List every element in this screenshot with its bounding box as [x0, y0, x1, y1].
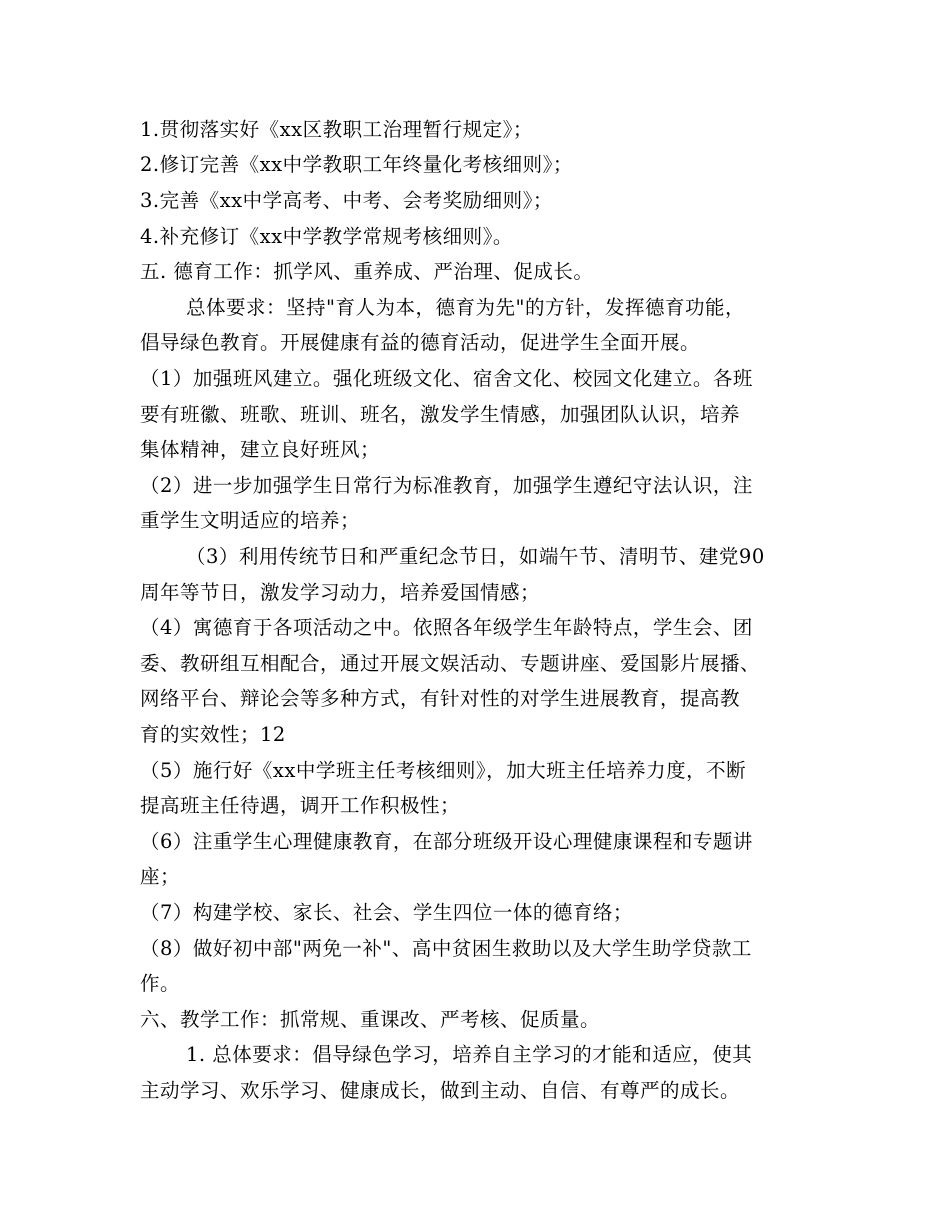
text-line: （8）做好初中部"两免一补"、高中贫困生救助以及大学生助学贷款工 — [140, 937, 752, 960]
text-line: （1）加强班风建立。强化班级文化、宿舍文化、校园文化建立。各班 — [140, 367, 753, 390]
section-heading: 五. 德育工作：抓学风、重养成、严治理、促成长。 — [140, 260, 594, 283]
text-line: 委、教研组互相配合，通过开展文娱活动、专题讲座、爱国影片展播、 — [140, 652, 761, 675]
text-line: （6）注重学生心理健康教育，在部分班级开设心理健康课程和专题讲 — [140, 830, 753, 853]
text-line: 主动学习、欢乐学习、健康成长，做到主动、自信、有尊严的成长。 — [140, 1079, 741, 1102]
text-line: 倡导绿色教育。开展健康有益的德育活动，促进学生全面开展。 — [140, 331, 701, 354]
text-line: 2.修订完善《xx中学教职工年终量化考核细则》； — [140, 153, 573, 176]
section-heading: 六、教学工作：抓常规、重课改、严考核、促质量。 — [140, 1008, 601, 1031]
text-line: 1.贯彻落实好《xx区教职工治理暂行规定》； — [140, 118, 533, 141]
text-line: 集体精神，建立良好班风； — [140, 438, 381, 461]
text-line: （2）进一步加强学生日常行为标准教育，加强学生遵纪守法认识，注 — [140, 474, 753, 497]
text-line: （3）利用传统节日和严重纪念节日，如端午节、清明节、建党90 — [186, 545, 765, 568]
text-line: 作。 — [140, 972, 181, 995]
text-line: 1. 总体要求：倡导绿色学习，培养自主学习的才能和适应，使其 — [186, 1043, 753, 1066]
text-line: 3.完善《xx中学高考、中考、会考奖励细则》； — [140, 189, 553, 212]
text-line: 育的实效性；12 — [140, 723, 286, 746]
text-line: 总体要求：坚持"育人为本，德育为先"的方针，发挥德育功能， — [186, 296, 745, 319]
text-line: 要有班徽、班歌、班训、班名，激发学生情感，加强团队认识，培养 — [140, 403, 741, 426]
text-line: 提高班主任待遇，调开工作积极性； — [140, 794, 461, 817]
text-line: 网络平台、辩论会等多种方式，有针对性的对学生进展教育，提高教 — [140, 687, 741, 710]
text-line: （4）寓德育于各项活动之中。依照各年级学生年龄特点，学生会、团 — [140, 616, 753, 639]
text-line: 4.补充修订《xx中学教学常规考核细则》。 — [140, 225, 513, 248]
text-line: 周年等节日，激发学习动力，培养爱国情感； — [140, 581, 541, 604]
text-line: 座； — [140, 865, 181, 888]
text-line: （5）施行好《xx中学班主任考核细则》，加大班主任培养力度，不断 — [140, 759, 747, 782]
text-line: （7）构建学校、家长、社会、学生四位一体的德育络； — [140, 901, 633, 924]
text-line: 重学生文明适应的培养； — [140, 509, 361, 532]
